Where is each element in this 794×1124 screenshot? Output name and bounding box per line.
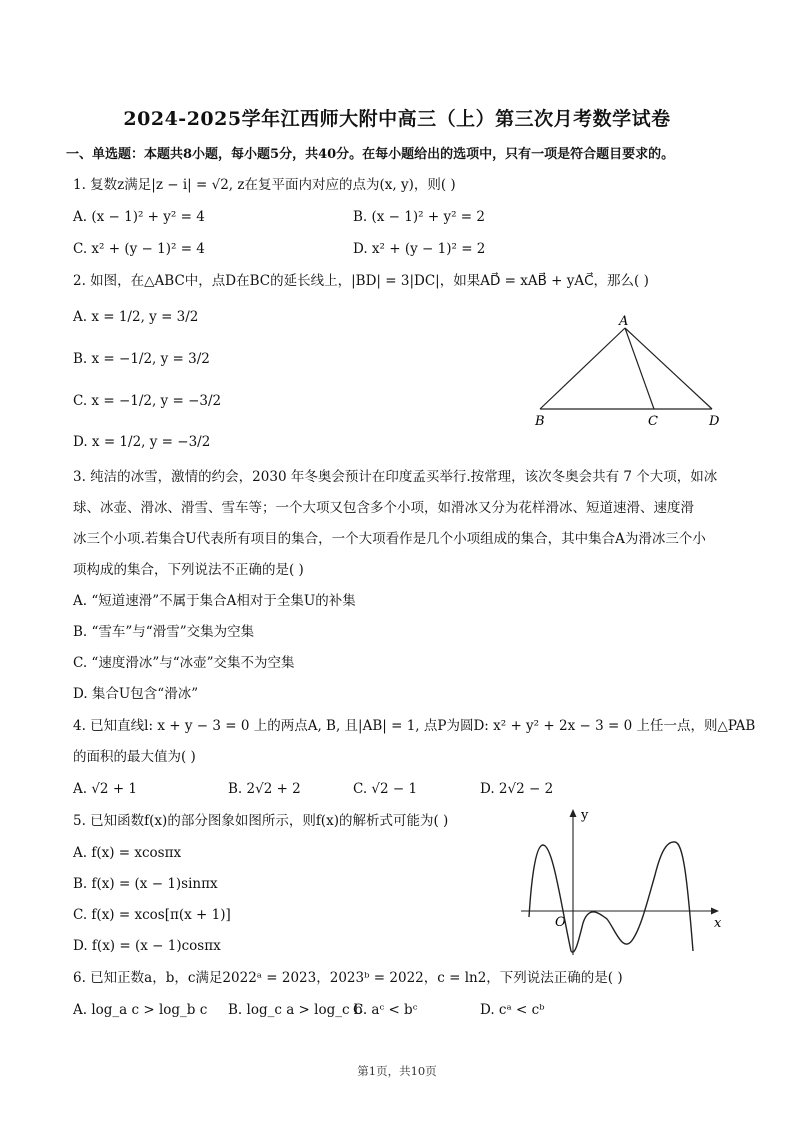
q6-option-b: B. log_c a > log_c b [228,1002,363,1018]
q2-stem: 2. 如图，在△ABC中，点D在BC的延长线上，|BD| = 3|DC|，如果AD⃗ = xAB⃗ + yAC⃗，那么( ) [73,273,649,289]
q4-option-d: D. 2√2 − 2 [480,781,554,797]
q5-option-d: D. f(x) = (x − 1)cosπx [73,938,221,954]
page-number: 第1页，共10页 [357,1064,437,1078]
q6-option-a: A. log_a c > log_b c [73,1002,208,1018]
q1-option-a: A. (x − 1)² + y² = 4 [73,209,205,225]
q2-option-d: D. x = 1/2, y = −3/2 [73,434,211,450]
q5-option-b: B. f(x) = (x − 1)sinπx [73,876,218,892]
q3-option-d: D. 集合U包含“滑冰” [73,686,199,702]
x-axis-arrow-icon [711,908,719,915]
q3-line-4: 项构成的集合，下列说法不正确的是( ) [73,562,304,578]
function-graph-figure [515,805,730,960]
label-a: A [619,314,629,329]
label-b: B [535,414,545,429]
q6-option-d: D. cᵃ < cᵇ [480,1002,545,1018]
q6-option-c: C. aᶜ < bᶜ [353,1002,418,1018]
y-axis-arrow-icon [570,809,577,817]
q4-option-a: A. √2 + 1 [73,781,138,797]
q4-option-c: C. √2 − 1 [353,781,418,797]
q5-option-a: A. f(x) = xcosπx [73,845,182,861]
q3-line-3: 冰三个小项.若集合U代表所有项目的集合，一个大项看作是几个小项组成的集合，其中集合A为滑冰三个小 [73,531,706,547]
label-d: D [709,414,720,429]
q1-stem: 1. 复数z满足|z − i| = √2, z在复平面内对应的点为(x, y)，则( ) [73,177,456,193]
label-c: C [648,414,658,429]
q1-option-c: C. x² + (y − 1)² = 4 [73,241,205,257]
segment-ac [625,328,654,409]
segment-ad [625,328,712,409]
q3-option-c: C. “速度滑冰”与“冰壶”交集不为空集 [73,655,295,671]
q4-option-b: B. 2√2 + 2 [228,781,301,797]
page-title: 2024-2025学年江西师大附中高三（上）第三次月考数学试卷 [123,108,671,130]
q1-option-b: B. (x − 1)² + y² = 2 [353,209,485,225]
q3-line-2: 球、冰壶、滑冰、滑雪、雪车等；一个大项又包含多个小项，如滑冰又分为花样滑冰、短道速滑、速度滑 [73,500,694,516]
x-axis-label: x [714,916,722,931]
triangle-figure [525,308,735,433]
q3-option-b: B. “雪车”与“滑雪”交集为空集 [73,624,255,640]
q1-option-d: D. x² + (y − 1)² = 2 [353,241,486,257]
q3-option-a: A. “短道速滑”不属于集合A相对于全集U的补集 [73,593,356,609]
q6-stem: 6. 已知正数a，b，c满足2022ᵃ = 2023，2023ᵇ = 2022，c = ln2，下列说法正确的是( ) [73,970,623,986]
section-heading: 一、单选题：本题共8小题，每小题5分，共40分。在每小题给出的选项中，只有一项是符合题目要求的。 [66,147,675,162]
q2-option-a: A. x = 1/2, y = 3/2 [73,309,199,325]
origin-label: O [555,915,566,930]
q4-line-2: 的面积的最大值为( ) [73,749,196,765]
q4-line-1: 4. 已知直线l: x + y − 3 = 0 上的两点A, B, 且|AB| = 1, 点P为圆D: x² + y² + 2x − 3 = 0 上任一点，则△PAB [73,718,756,734]
q5-option-c: C. f(x) = xcos[π(x + 1)] [73,907,231,923]
segment-ab [540,328,625,409]
q3-line-1: 3. 纯洁的冰雪，激情的约会，2030 年冬奥会预计在印度孟买举行.按常理，该次冬奥会共有 7 个大项，如冰 [73,469,718,485]
y-axis-label: y [581,808,589,823]
q2-option-c: C. x = −1/2, y = −3/2 [73,393,222,409]
q2-option-b: B. x = −1/2, y = 3/2 [73,351,210,367]
function-curve [529,842,693,952]
q5-stem: 5. 已知函数f(x)的部分图象如图所示，则f(x)的解析式可能为( ) [73,813,449,829]
